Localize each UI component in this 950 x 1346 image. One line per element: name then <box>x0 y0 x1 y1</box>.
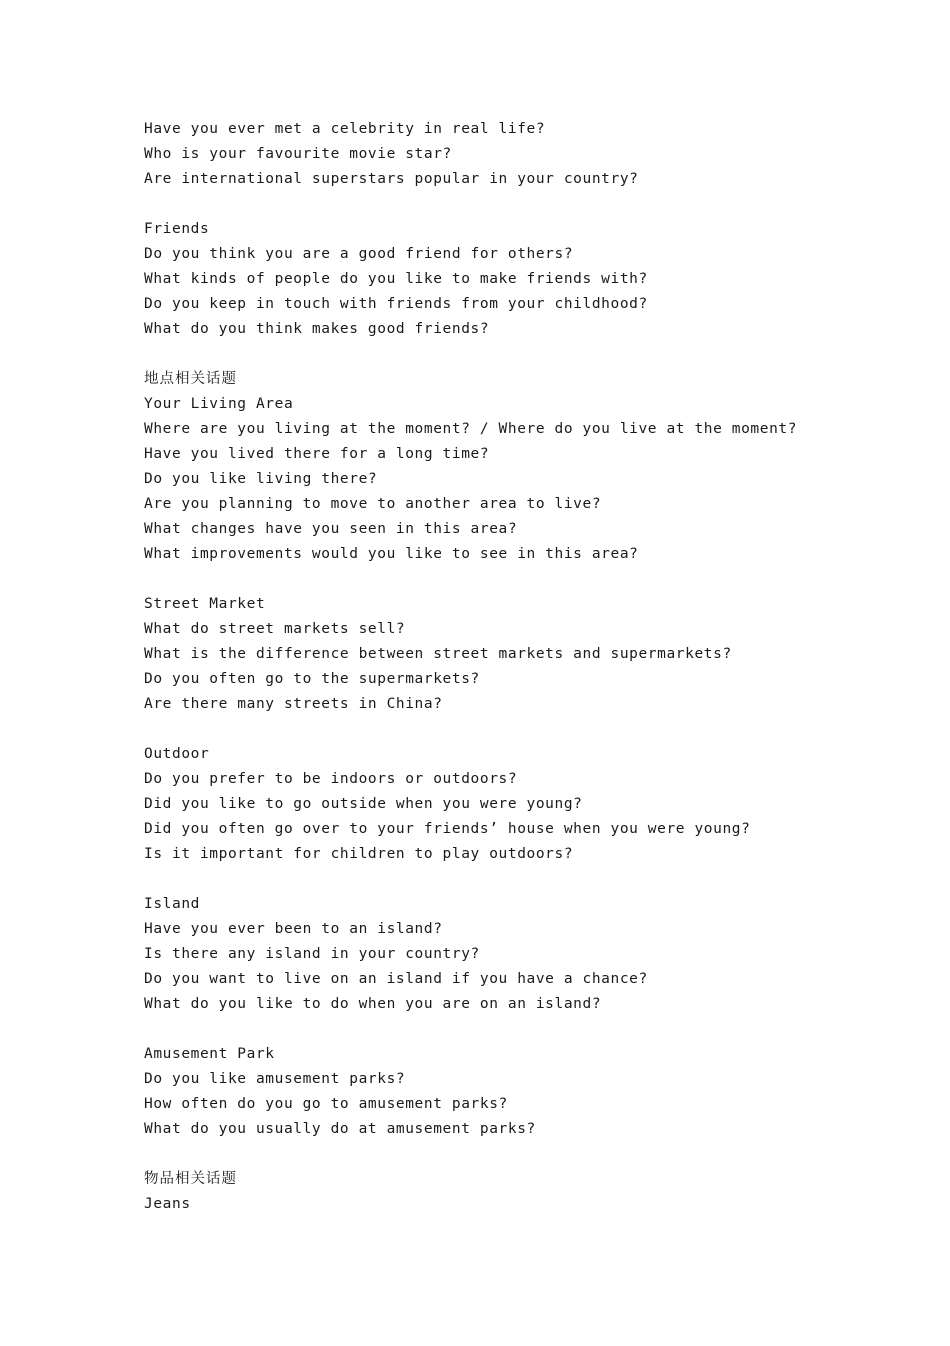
places-heading: 地点相关话题 <box>144 371 237 387</box>
question-line: Do you often go to the supermarkets? <box>144 671 480 687</box>
question-line: Is it important for children to play outdoors? <box>144 846 574 862</box>
question-line: Do you keep in touch with friends from your childhood? <box>144 296 648 312</box>
section-island <box>144 892 904 1017</box>
question-line: Who is your favourite movie star? <box>144 146 452 162</box>
spacer <box>144 1142 904 1167</box>
question-line: Do you think you are a good friend for others? <box>144 246 574 262</box>
question-line: What kinds of people do you like to make friends with? <box>144 271 648 287</box>
section-outdoor <box>144 742 904 867</box>
question-line: What improvements would you like to see in this area? <box>144 546 639 562</box>
section-title: Amusement Park <box>144 1046 275 1062</box>
section-friends <box>144 217 904 342</box>
question-line: Do you prefer to be indoors or outdoors? <box>144 771 518 787</box>
question-line: Did you often go over to your friends’ house when you were young? <box>144 821 751 837</box>
spacer <box>144 342 904 367</box>
spacer <box>144 867 904 892</box>
question-line: Where are you living at the moment? / Where do you live at the moment? <box>144 421 798 437</box>
intro-questions <box>144 117 904 192</box>
question-line: What do street markets sell? <box>144 621 406 637</box>
section-amusement-park <box>144 1042 904 1142</box>
section-title: Your Living Area <box>144 396 294 412</box>
section-title: Outdoor <box>144 746 210 762</box>
section-title: Island <box>144 896 200 912</box>
spacer <box>144 717 904 742</box>
question-line: Have you lived there for a long time? <box>144 446 490 462</box>
question-line: Is there any island in your country? <box>144 946 480 962</box>
question-line: What changes have you seen in this area? <box>144 521 518 537</box>
question-line: What is the difference between street markets and supermarkets? <box>144 646 732 662</box>
document-page <box>144 117 904 1217</box>
question-line: Are international superstars popular in your country? <box>144 171 639 187</box>
question-line: How often do you go to amusement parks? <box>144 1096 508 1112</box>
question-line: Did you like to go outside when you were young? <box>144 796 583 812</box>
question-line: Do you want to live on an island if you have a chance? <box>144 971 648 987</box>
section-title: Street Market <box>144 596 266 612</box>
objects-heading: 物品相关话题 <box>144 1171 237 1187</box>
question-line: Are you planning to move to another area to live? <box>144 496 602 512</box>
section-jeans <box>144 1192 904 1217</box>
question-line: What do you usually do at amusement parks? <box>144 1121 536 1137</box>
section-living-area <box>144 392 904 567</box>
section-title: Jeans <box>144 1196 191 1212</box>
question-line: Have you ever met a celebrity in real life? <box>144 121 546 137</box>
question-line: Do you like amusement parks? <box>144 1071 406 1087</box>
section-street-market <box>144 592 904 717</box>
spacer <box>144 567 904 592</box>
spacer <box>144 1017 904 1042</box>
question-line: What do you think makes good friends? <box>144 321 490 337</box>
question-line: What do you like to do when you are on an island? <box>144 996 602 1012</box>
section-title: Friends <box>144 221 210 237</box>
question-line: Are there many streets in China? <box>144 696 443 712</box>
question-line: Do you like living there? <box>144 471 378 487</box>
question-line: Have you ever been to an island? <box>144 921 443 937</box>
spacer <box>144 192 904 217</box>
